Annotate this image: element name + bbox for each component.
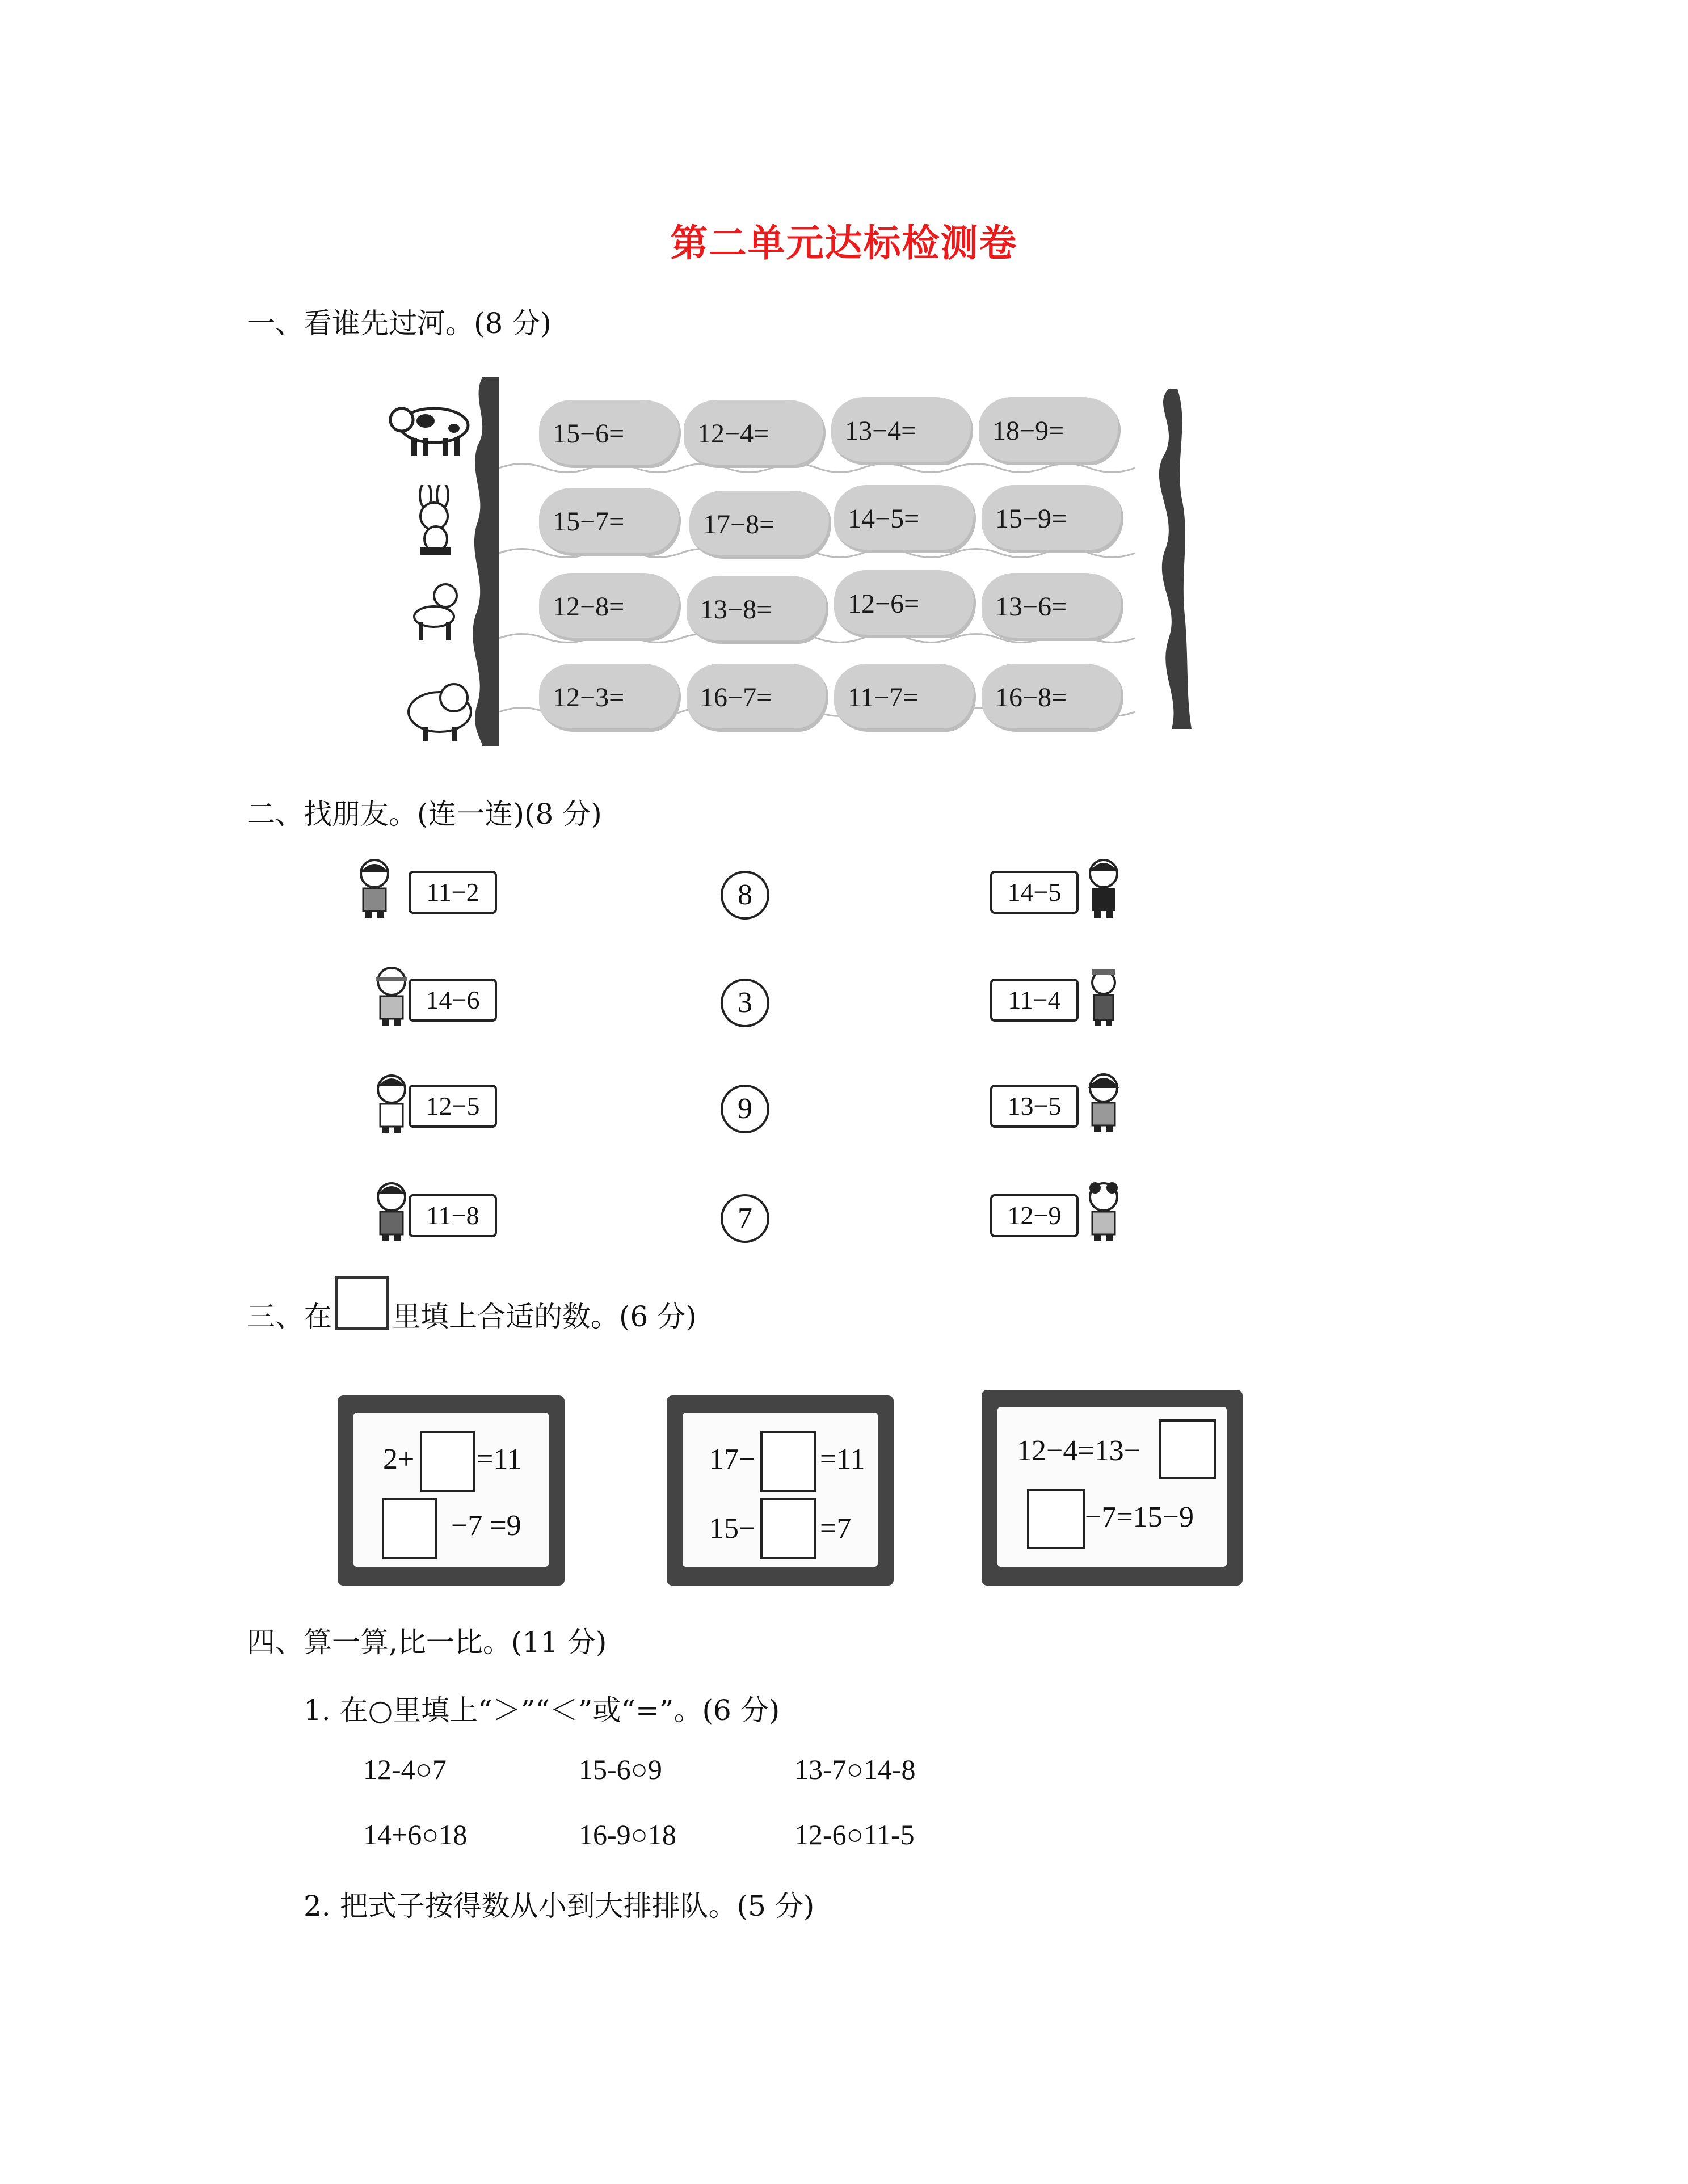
- board-2: [667, 1395, 894, 1586]
- number-circle[interactable]: 3: [721, 979, 769, 1027]
- blank-box-icon: [335, 1276, 389, 1330]
- stone: 17−8=: [689, 491, 831, 559]
- rabbit-icon: [403, 485, 471, 561]
- board-text: 2+: [383, 1443, 415, 1475]
- stone: 11−7=: [834, 664, 976, 732]
- board-text: =11: [477, 1443, 522, 1475]
- board-text: =11: [820, 1443, 865, 1475]
- cow-icon: [386, 397, 477, 462]
- child-icon: [1078, 857, 1129, 921]
- board-text: 12−4=13−: [1017, 1435, 1140, 1467]
- stone: 14−5=: [834, 485, 976, 553]
- number-circle[interactable]: 8: [721, 871, 769, 920]
- section-1-heading: 一、看谁先过河。(8 分): [247, 307, 552, 340]
- board-text: −7=15−9: [1085, 1501, 1194, 1533]
- stone: 13−6=: [982, 573, 1123, 641]
- child-icon: [1078, 1180, 1129, 1245]
- answer-box[interactable]: [1027, 1489, 1085, 1549]
- stone: 15−6=: [539, 400, 681, 468]
- comparison-item[interactable]: 12-4○7: [363, 1753, 447, 1785]
- stone: 15−9=: [982, 485, 1123, 553]
- comparison-item[interactable]: 12-6○11-5: [794, 1819, 915, 1850]
- page-title: 第二单元达标检测卷: [670, 221, 1018, 265]
- left-expression-box[interactable]: 12−5: [409, 1085, 497, 1128]
- stone: 15−7=: [539, 488, 681, 556]
- child-icon: [1078, 1071, 1129, 1136]
- question-1: 1. 在○里填上“＞”“＜”或“=”。(6 分): [304, 1694, 780, 1727]
- answer-box[interactable]: [760, 1431, 816, 1492]
- stone: 13−8=: [687, 576, 828, 644]
- child-icon: [1078, 964, 1129, 1029]
- dog-icon: [403, 581, 471, 646]
- left-expression-box[interactable]: 14−6: [409, 979, 497, 1022]
- stone: 12−8=: [539, 573, 681, 641]
- board-text: 17−: [709, 1443, 756, 1475]
- answer-box[interactable]: [382, 1498, 437, 1559]
- comparison-item[interactable]: 15-6○9: [579, 1753, 662, 1785]
- section-4-heading: 四、算一算,比一比。(11 分): [247, 1626, 607, 1659]
- match-exercise: [340, 851, 1163, 1271]
- board-3: [982, 1390, 1243, 1586]
- board-text: −7 =9: [451, 1510, 521, 1542]
- right-expression-box[interactable]: 11−4: [990, 979, 1079, 1022]
- answer-box[interactable]: [760, 1498, 816, 1559]
- section-2-heading: 二、找朋友。(连一连)(8 分): [247, 798, 602, 830]
- right-bank-icon: [1146, 389, 1192, 729]
- answer-box[interactable]: [1159, 1419, 1216, 1479]
- right-expression-box[interactable]: 12−9: [990, 1194, 1079, 1237]
- stone: 13−4=: [831, 397, 973, 465]
- comparison-item[interactable]: 14+6○18: [363, 1819, 468, 1850]
- board-text: =7: [820, 1512, 852, 1545]
- number-circle[interactable]: 9: [721, 1085, 769, 1133]
- stone: 12−6=: [834, 570, 976, 638]
- right-expression-box[interactable]: 14−5: [990, 871, 1079, 914]
- comparison-item[interactable]: 13-7○14-8: [794, 1753, 916, 1785]
- stone: 12−3=: [539, 664, 681, 732]
- river-illustration: [374, 377, 1237, 752]
- stone: 18−9=: [979, 397, 1121, 465]
- child-icon: [349, 857, 400, 921]
- right-expression-box[interactable]: 13−5: [990, 1085, 1079, 1128]
- left-expression-box[interactable]: 11−2: [409, 871, 497, 914]
- section-3-heading: 三、在 里填上合适的数。(6 分): [247, 1276, 697, 1335]
- board-1: [338, 1395, 565, 1586]
- stone: 16−7=: [687, 664, 828, 732]
- number-circle[interactable]: 7: [721, 1194, 769, 1243]
- board-text: 15−: [709, 1512, 756, 1545]
- sheep-icon: [400, 675, 479, 745]
- answer-box[interactable]: [420, 1431, 475, 1492]
- comparison-item[interactable]: 16-9○18: [579, 1819, 676, 1850]
- stone: 12−4=: [684, 400, 826, 468]
- left-expression-box[interactable]: 11−8: [409, 1194, 497, 1237]
- question-2: 2. 把式子按得数从小到大排排队。(5 分): [304, 1890, 815, 1922]
- stone: 16−8=: [982, 664, 1123, 732]
